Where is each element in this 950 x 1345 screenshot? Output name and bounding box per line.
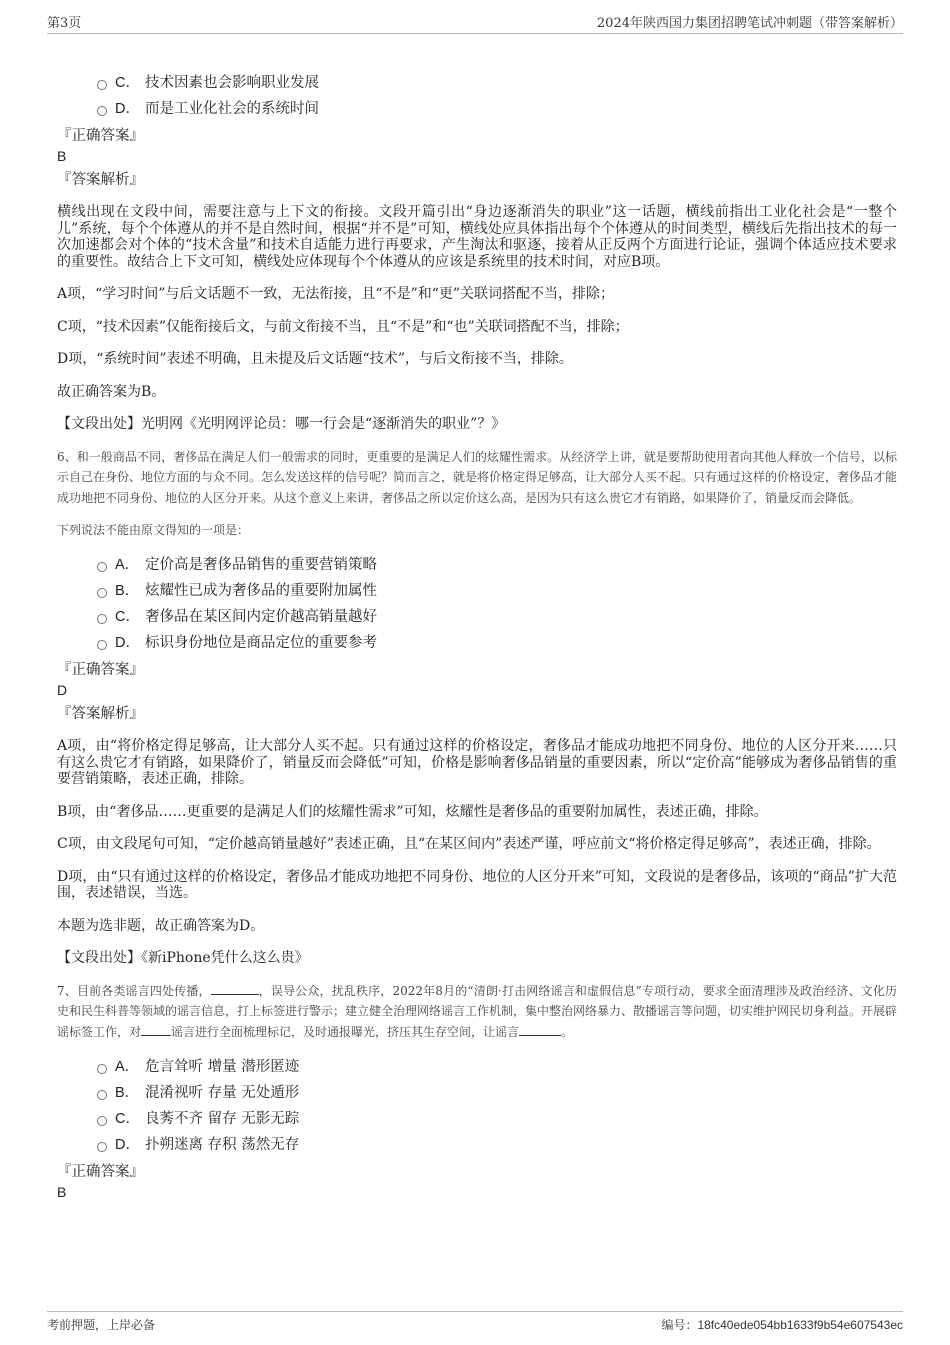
analysis-label: 『答案解析』 xyxy=(57,706,144,722)
document-title: 2024年陕西国力集团招聘笔试冲刺题（带答案解析） xyxy=(596,16,903,31)
radio-icon[interactable] xyxy=(97,562,107,572)
analysis-paragraph: C项，由文段尾句可知，“定价越高销量越好”表述正确，且“在某区间内”表述严谨，呼应前文“将价格定得足够高”，表述正确，排除。 xyxy=(57,836,881,852)
option-b[interactable]: B． 炫耀性已成为奢侈品的重要附加属性 xyxy=(57,578,897,604)
analysis-paragraph: 横线出现在文段中间，需要注意与上下文的衔接。文段开篇引出“身边逐渐消失的职业”这一话题，横线前指出工业化社会是“一整个儿”系统，每个个体遵从的并不是自然时间，根据“并不是”可知，横线处应具体指出每个个体遵从的时间类型，横线后先指出技术的每一次加速都会对个体的“技术含量”和技术自适能力进行再要求，产生淘汰和驱逐，接着从正反两个方面进行论证，强调个体适应技术要求的重要性。故结合上下文可知，横线处应体现每个个体遵从的应该是系统里的技术时间，对应B项。 xyxy=(57,204,897,270)
answer-value: D xyxy=(57,682,68,698)
page-footer xyxy=(47,1311,903,1333)
radio-icon[interactable] xyxy=(97,106,107,116)
option-c[interactable]: C． 技术因素也会影响职业发展 xyxy=(57,70,897,96)
analysis-paragraph: 本题为选非题，故正确答案为D。 xyxy=(57,917,265,934)
answer-value: B xyxy=(57,1184,67,1200)
analysis-paragraph: D项，“系统时间”表述不明确，且未提及后文话题“技术”，与后文衔接不当，排除。 xyxy=(57,351,573,367)
option-b[interactable]: B． 混淆视听 存量 无处遁形 xyxy=(57,1080,897,1106)
option-d[interactable]: D． 扑朔迷离 存积 荡然无存 xyxy=(57,1132,897,1158)
answer-label: 『正确答案』 xyxy=(57,662,144,678)
document-code: 编号：18fc40ede054bb1633f9b54e607543ec xyxy=(661,1318,903,1332)
analysis-paragraph: B项，由“奢侈品……更重要的是满足人们的炫耀性需求”可知，炫耀性是奢侈品的重要附加属性，表述正确，排除。 xyxy=(57,803,768,820)
radio-icon[interactable] xyxy=(97,588,107,598)
question-prompt: 下列说法不能由原文得知的一项是： xyxy=(57,523,250,537)
analysis-paragraph: A项，“学习时间”与后文话题不一致，无法衔接，且“不是”和“更”关联词搭配不当，排除； xyxy=(57,286,615,302)
radio-icon[interactable] xyxy=(97,1116,107,1126)
analysis-label: 『答案解析』 xyxy=(57,172,144,188)
radio-icon[interactable] xyxy=(97,1090,107,1100)
answer-value: B xyxy=(57,148,67,164)
option-d[interactable]: D． 而是工业化社会的系统时间 xyxy=(57,96,897,122)
answer-label: 『正确答案』 xyxy=(57,1164,144,1180)
radio-icon[interactable] xyxy=(97,614,107,624)
page-header xyxy=(47,12,903,34)
footer-slogan: 考前押题，上岸必备 xyxy=(47,1318,156,1332)
analysis-paragraph: A项，由“将价格定得足够高，让大部分人买不起。只有通过这样的价格设定，奢侈品才能成功地把不同身份、地位的人区分开来……只有这么贵它才有销路，如果降价了，销量反而会降低”可知，价格是影响奢侈品销量的重要因素，所以“定价高”能够成为奢侈品销售的重要营销策略，表述正确，排除。 xyxy=(57,738,897,787)
question-stem: 7、目前各类谣言四处传播， ，误导公众，扰乱秩序，2022年8月的“清朗·打击网络谣言和虚假信息”专项行动，要求全面清理涉及政治经济、文化历史和民生科普等领域的谣言信息，打上标签进行警示；建立健全治理网络谣言工作机制，集中整治网络暴力、散播谣言等问题，切实维护网民切身利益。开展辟谣标签工作，对 谣言进行全面梳理标记，及时通报曝光，挤压其生存空间，让谣言 。 xyxy=(57,983,898,1039)
fill-blank xyxy=(519,1024,561,1036)
answer-label: 『正确答案』 xyxy=(57,128,144,144)
fill-blank xyxy=(141,1024,171,1036)
page-number: 第3页 xyxy=(47,16,82,31)
option-a[interactable]: A． 危言耸听 增量 潜形匿迹 xyxy=(57,1054,897,1080)
analysis-paragraph: 故正确答案为B。 xyxy=(57,383,166,400)
document-body xyxy=(57,70,897,1202)
radio-icon[interactable] xyxy=(97,1064,107,1074)
option-a[interactable]: A． 定价高是奢侈品销售的重要营销策略 xyxy=(57,552,897,578)
question-stem: 6、和一般商品不同，奢侈品在满足人们一般需求的同时，更重要的是满足人们的炫耀性需求。从经济学上讲，就是要帮助使用者向其他人释放一个信号，以标示自己在身份、地位方面的与众不同。怎么发送这样的信号呢？简而言之，就是将价格定得足够高，让大部分人买不起。只有通过这样的价格设定，奢侈品才能成功地把不同身份、地位的人区分开来。从这个意义上来讲，奢侈品之所以定价这么高，是因为只有这么贵它才有销路，如果降价了，销量反而会降低。 xyxy=(57,449,898,505)
radio-icon[interactable] xyxy=(97,80,107,90)
radio-icon[interactable] xyxy=(97,640,107,650)
option-c[interactable]: C． 良莠不齐 留存 无影无踪 xyxy=(57,1106,897,1132)
option-d[interactable]: D． 标识身份地位是商品定位的重要参考 xyxy=(57,630,897,656)
analysis-paragraph: C项，“技术因素”仅能衔接后文，与前文衔接不当，且“不是”和“也”关联词搭配不当，排除； xyxy=(57,318,629,335)
radio-icon[interactable] xyxy=(97,1142,107,1152)
analysis-paragraph: D项，由“只有通过这样的价格设定，奢侈品才能成功地把不同身份、地位的人区分开来”可知，文段说的是奢侈品，该项的“商品”扩大范围，表述错误，当选。 xyxy=(57,868,897,901)
source-note: 【文段出处】光明网《光明网评论员：哪一行会是“逐渐消失的职业”？》 xyxy=(57,416,506,432)
source-note: 【文段出处】《新iPhone凭什么这么贵》 xyxy=(57,950,309,966)
option-c[interactable]: C． 奢侈品在某区间内定价越高销量越好 xyxy=(57,604,897,630)
fill-blank xyxy=(211,983,259,995)
